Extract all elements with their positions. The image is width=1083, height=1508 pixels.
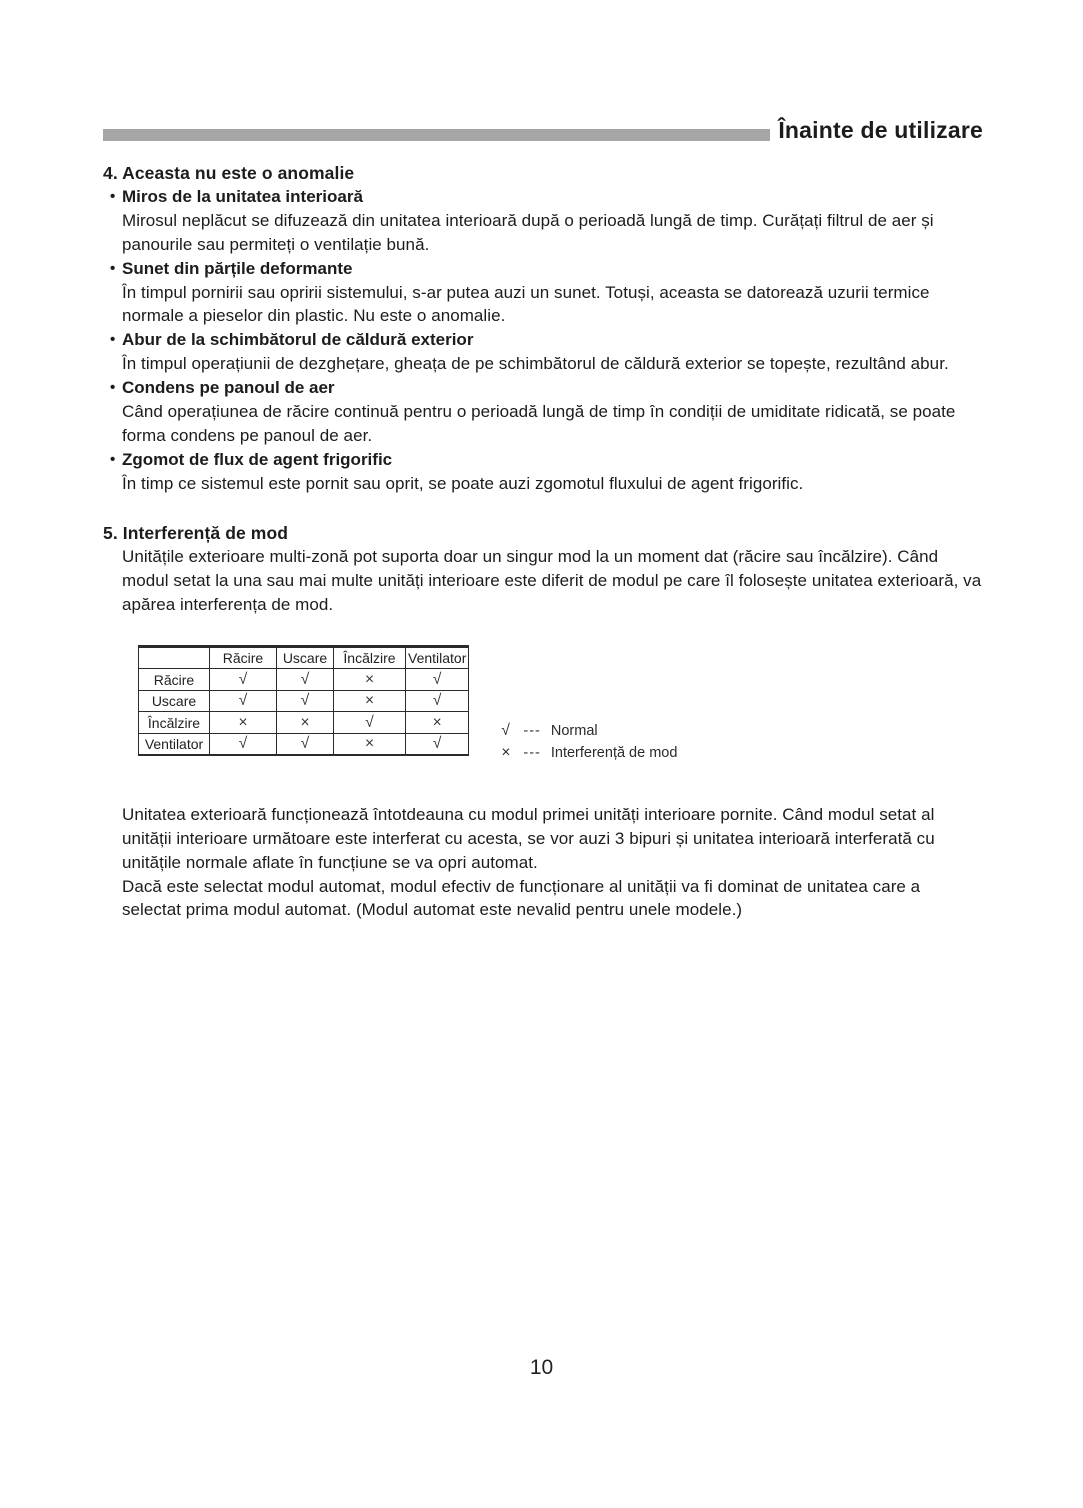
table-cell: √ [210,669,277,691]
section-heading-not-anomaly: 4. Aceasta nu este o anomalie [103,163,355,183]
item-body: În timp ce sistemul este pornit sau oprit, se poate auzi zgomotul fluxului de agent frigorific. [122,473,804,493]
section-heading-mode-interference: 5. Interferență de mod [103,523,289,544]
legend-label: Interferență de mod [550,745,678,762]
closing-paragraph-1: Unitatea exterioară funcționează întotdeauna cu modul primei unități interioare pornite. Când modul setat al unității interioare următoare este interferat cu acesta, se vor auzi 3 bipuri și unitatea interioară interferată cu unitățile normale aflate în funcțiune se va opri automat. [122,805,935,872]
table-row [139,712,469,734]
closing-paragraphs [103,803,983,922]
item-title-steam-exchanger [103,328,983,352]
item-title-condensation-panel [103,376,983,400]
mode-interference-table [138,645,469,757]
legend-row-interference [501,742,677,764]
row-label: Încălzire [139,712,210,734]
item-body: Mirosul neplăcut se difuzează din unitatea interioară după o perioadă lungă de timp. Curățați filtrul de aer și panourile sau permiteți o ventilație bună. [122,211,934,254]
table-cell: √ [277,669,334,691]
header-rule [103,129,770,141]
bullet-icon: • [110,450,116,468]
table-cell: × [334,733,406,755]
list-item [103,328,983,376]
row-label: Răcire [139,669,210,691]
item-title-refrigerant-noise [103,448,983,472]
table-cell: √ [406,669,469,691]
item-title-label: Zgomot de flux de agent frigorific [122,449,393,469]
table-cell: × [406,712,469,734]
table-header-cell [139,646,210,669]
table-header-cell: Ventilator [406,646,469,669]
table-header-cell: Încălzire [334,646,406,669]
item-body: În timpul operațiunii de dezghețare, gheața de pe schimbătorul de căldură exterior se topește, rezultând abur. [122,354,949,374]
table-row [139,733,469,755]
page-content [0,114,1083,922]
section-not-anomaly [103,161,983,495]
table-header-row [139,646,469,669]
table-header-cell: Uscare [277,646,334,669]
item-title-deforming-sound [103,257,983,281]
item-body: În timpul pornirii sau opririi sistemului, s-ar putea auzi un sunet. Totuși, aceasta se datorează uzurii termice normale a pieselor din plastic. Nu este o anomalie. [122,282,930,326]
legend-label: Normal [550,723,598,740]
item-title-label: Sunet din părțile deformante [122,258,353,278]
section-intro: Unitățile exterioare multi-zonă pot suporta doar un singur mod la un moment dat (răcire sau încălzire). Când modul setat la una sau mai multe unități interioare este diferit de modul pe care îl folosește unitatea exterioară, va apărea interferența de mod. [122,547,982,614]
item-title-label: Abur de la schimbătorul de căldură exterior [122,330,474,350]
check-icon: √ [501,722,510,740]
table-cell: × [334,669,406,691]
legend-separator: --- [523,745,541,762]
item-body: Când operațiunea de răcire continuă pentru o perioadă lungă de timp în condiții de umiditate ridicată, se poate forma condens pe panoul de aer. [122,401,956,445]
cross-icon: × [501,744,511,762]
legend-row-normal [501,720,677,742]
legend-separator: --- [523,723,541,740]
list-item [103,376,983,448]
table-header-cell: Răcire [210,646,277,669]
item-title-label: Condens pe panoul de aer [122,377,335,397]
table-cell: √ [277,733,334,755]
table-row [139,669,469,691]
bullet-icon: • [110,378,116,396]
table-cell: × [210,712,277,734]
closing-paragraph-2: Dacă este selectat modul automat, modul efectiv de funcționare al unității va fi dominat de unitatea care a selectat prima modul automat. (Modul automat este nevalid pentru unele modele.) [122,876,921,920]
table-cell: √ [210,733,277,755]
bullet-icon: • [110,331,116,349]
table-cell: √ [406,733,469,755]
page-header [103,114,983,146]
bullet-icon: • [110,188,116,205]
table-cell: √ [210,690,277,712]
table-cell: × [334,690,406,712]
legend [501,720,677,764]
section-mode-interference [103,521,983,922]
page-number: 10 [529,1356,554,1379]
item-title-indoor-smell [103,185,983,209]
table-cell: √ [334,712,406,734]
mode-table-area [138,645,983,762]
row-label: Ventilator [139,733,210,755]
table-cell: √ [277,690,334,712]
bullet-icon: • [110,259,116,277]
item-title-label: Miros de la unitatea interioară [122,187,363,206]
row-label: Uscare [139,690,210,712]
table-cell: √ [406,690,469,712]
table-cell: × [277,712,334,734]
table-row [139,690,469,712]
list-item [103,257,983,329]
list-item [103,185,983,257]
page-title: Înainte de utilizare [778,117,983,143]
list-item [103,448,983,496]
